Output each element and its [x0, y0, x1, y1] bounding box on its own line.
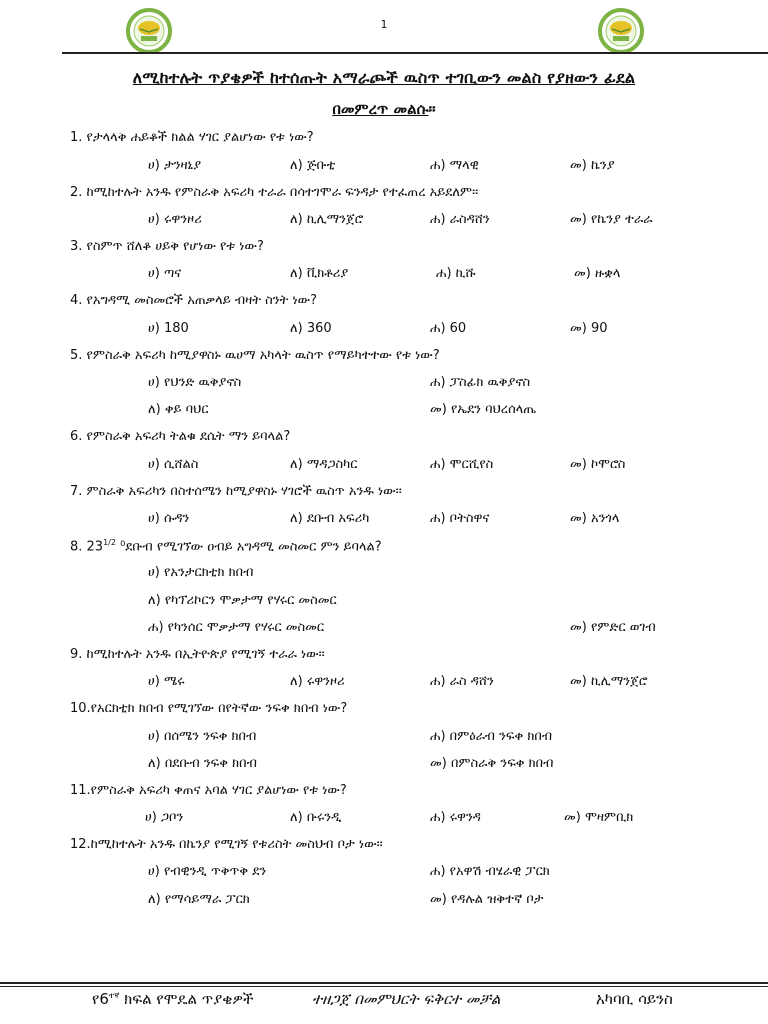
- q3-option-c: ሐ) ኪሹ: [436, 266, 476, 281]
- question-5: 5. የምስራቅ አፍሪካ ከሚያዋስኑ ዉሀማ አካላት ዉስጥ የማይካተተው የቱ ነው?: [70, 348, 440, 363]
- q11-option-b: ለ) ቡሩንዲ: [290, 810, 342, 825]
- q2-option-c: ሐ) ራስዳሸን: [430, 212, 490, 227]
- question-8-text: ⁰ደቡብ የሚገኘው ዐብይ አግዳሚ መስመር ምን ይባላል?: [115, 539, 382, 555]
- question-1: 1. የታላላቅ ሐይቆች ክልል ሃገር ያልሆነው የቱ ነው?: [70, 130, 314, 145]
- q2-option-d: መ) የኬንያ ተራራ: [570, 212, 653, 227]
- school-logo-left: [126, 8, 172, 54]
- q4-option-b: ለ) 360: [290, 321, 332, 336]
- question-12: 12.ከሚከተሉት አንዱ በኬንያ የሚገኝ የቱሪስት መስህብ ቦታ ነው፡፡: [70, 837, 383, 852]
- subtitle-text: በመምረጥ መልሱ: [332, 100, 429, 118]
- q3-option-b: ለ) ቪክቶሪያ: [290, 266, 349, 281]
- q8-option-b: ለ) የካፕሪኮርን ሞቃታማ የሃሩር መስመር: [148, 593, 337, 608]
- q10-option-a: ሀ) በሰሜን ንፍቀ ክበብ: [148, 729, 257, 744]
- q1-option-d: መ) ኬንያ: [570, 158, 615, 173]
- header-divider: [62, 52, 768, 54]
- q2-option-b: ለ) ኪሊማንጀሮ: [290, 212, 364, 227]
- q5-option-d: መ) የኤደን ባህረሰላጤ: [430, 402, 537, 417]
- page-title: ለሚከተሉት ጥያቄዎች ከተሰጡት አማራጮች ዉስጥ ተገቢውን መልስ የያዘውን ፊደል: [132, 68, 636, 87]
- q7-option-b: ለ) ደቡብ አፍሪካ: [290, 511, 370, 526]
- page-subtitle: [0, 100, 768, 118]
- page-number: 1: [380, 18, 388, 31]
- q5-option-c: ሐ) ፓስፊክ ዉቅያኖስ: [430, 375, 531, 390]
- q1-option-c: ሐ) ማላዊ: [430, 158, 479, 173]
- q9-option-b: ለ) ሩዋንዞሪ: [290, 674, 345, 689]
- footer-divider: [0, 982, 768, 984]
- q6-option-d: መ) ኮሞሮስ: [570, 457, 626, 472]
- question-11: 11.የምስራቅ አፍሪካ ቀጠና አባል ሃገር ያልሆነው የቱ ነው?: [70, 783, 347, 798]
- q6-option-b: ለ) ማዳጋስካር: [290, 457, 358, 472]
- q3-option-d: መ) ዙቋላ: [574, 266, 621, 281]
- q8-option-d: መ) የምድር ወገብ: [570, 620, 656, 635]
- question-6: 6. የምስራቅ አፍሪካ ትልቁ ደሴት ማን ይባላል?: [70, 429, 291, 444]
- question-8: [70, 538, 382, 554]
- q12-option-c: ሐ) የአዋሽ ብሄራዊ ፓርክ: [430, 864, 550, 879]
- q8-option-c: ሐ) የካንሰር ሞቃታማ የሃሩር መስመር: [148, 620, 325, 635]
- footer-grade-label: [92, 990, 254, 1008]
- subtitle-punct: ።: [428, 100, 436, 118]
- q12-option-d: መ) የዳሉል ዝቅተኛ ቦታ: [430, 892, 544, 907]
- q1-option-b: ለ) ጅቡቲ: [290, 158, 336, 173]
- footer-divider-thin: [0, 986, 768, 987]
- q4-option-d: መ) 90: [570, 321, 608, 336]
- q4-option-c: ሐ) 60: [430, 321, 467, 336]
- q11-option-c: ሐ) ሩዋንዳ: [430, 810, 481, 825]
- school-logo-right: [598, 8, 644, 54]
- q7-option-d: መ) አንጎላ: [570, 511, 620, 526]
- question-8-prefix: 8. 23: [70, 539, 104, 555]
- q6-option-c: ሐ) ሞርሺየስ: [430, 457, 494, 472]
- q8-option-a: ሀ) የአንታርክቲክ ክበብ: [148, 565, 254, 580]
- q11-option-a: ሀ) ጋቦን: [145, 810, 184, 825]
- footer-grade-text: ክፍል የሞዴል ጥያቄዎች: [119, 990, 254, 1008]
- q5-option-b: ለ) ቀይ ባህር: [148, 402, 209, 417]
- q12-option-a: ሀ) የብዊንዲ ጥቅጥቅ ደን: [148, 864, 267, 879]
- q6-option-a: ሀ) ሲሸልስ: [148, 457, 199, 472]
- q4-option-a: ሀ) 180: [148, 321, 189, 336]
- question-9: 9. ከሚከተሉት አንዱ በኢትዮጵያ የሚገኝ ተራራ ነው፡፡: [70, 647, 325, 662]
- question-4: 4. የአግዳሚ መስመሮች አጠቃላይ ብዛት ስንት ነው?: [70, 293, 318, 308]
- q1-option-a: ሀ) ታንዛኒያ: [148, 158, 202, 173]
- footer-author: ተዘጋጀ በመምህርት ፍቅርተ መቻል: [312, 990, 501, 1008]
- q9-option-d: መ) ኪሊማንጀሮ: [570, 674, 648, 689]
- q11-option-d: መ) ሞዛምቢክ: [564, 810, 634, 825]
- question-7: 7. ምስራቅ አፍሪካን በስተሰሜን ከሚያዋስኑ ሃገሮች ዉስጥ አንዱ ነው፡፡: [70, 484, 402, 499]
- question-10: 10.የአርክቲክ ክበብ የሚገኘው በየትኛው ንፍቀ ክበብ ነው?: [70, 701, 348, 716]
- footer-subject: አካባቢ ሳይንስ: [596, 990, 673, 1008]
- q7-option-a: ሀ) ሱዳን: [148, 511, 190, 526]
- q9-option-a: ሀ) ሜሩ: [148, 674, 185, 689]
- q5-option-a: ሀ) የህንድ ዉቅያኖስ: [148, 375, 242, 390]
- footer-grade-prefix: የ6: [92, 990, 109, 1008]
- q10-option-c: ሐ) በምዕራብ ንፍቀ ክበብ: [430, 729, 553, 744]
- q2-option-a: ሀ) ሩዋንዞሪ: [148, 212, 202, 227]
- q7-option-c: ሐ) ቦትስዋና: [430, 511, 490, 526]
- q10-option-b: ለ) በደቡብ ንፍቀ ክበብ: [148, 756, 257, 771]
- question-2: 2. ከሚከተሉት አንዱ የምስራቅ አፍሪካ ተራራ በሳተገሞራ ፍንዳታ የተፈጠረ አይደለም፡፡: [70, 185, 479, 200]
- question-3: 3. የስምጥ ሸለቆ ሀይቅ የሆነው የቱ ነው?: [70, 239, 264, 254]
- question-8-fraction: 1/2: [103, 538, 116, 547]
- footer-grade-sup: ተኛ: [108, 991, 120, 1000]
- q10-option-d: መ) በምስራቅ ንፍቀ ክበብ: [430, 756, 554, 771]
- q12-option-b: ለ) የማሳይማራ ፓርክ: [148, 892, 250, 907]
- q3-option-a: ሀ) ጣና: [148, 266, 182, 281]
- q9-option-c: ሐ) ራስ ዳሸን: [430, 674, 494, 689]
